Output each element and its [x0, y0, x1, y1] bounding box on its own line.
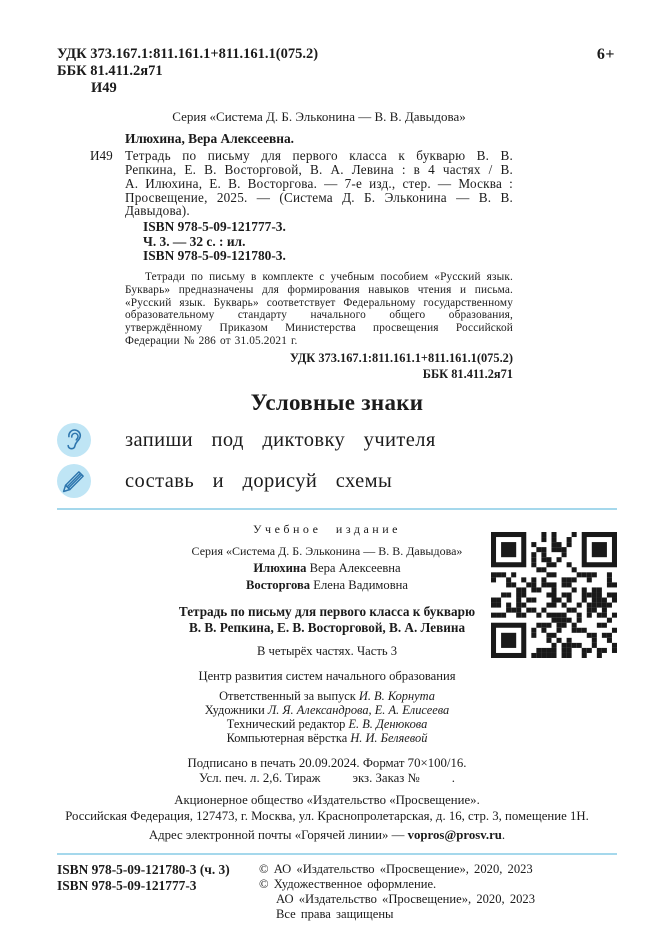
email-label: Адрес электронной почты «Горячей линии» —	[148, 827, 408, 842]
credit-line-release	[57, 690, 597, 704]
legend-text-dictation: запиши под диктовку учителя	[125, 428, 436, 451]
email-address: vopros@prosv.ru	[407, 827, 502, 842]
isbn-line-2: ISBN 978-5-09-121780-3.	[143, 247, 286, 263]
author-sign-code: И49	[91, 79, 117, 96]
footer-copyright-block	[259, 862, 617, 922]
bibliographic-description	[90, 148, 513, 219]
top-codes-block	[57, 46, 617, 96]
edition-title-line-1: Тетрадь по письму для первого класса к букварю	[178, 604, 476, 620]
legend-row-schemes	[57, 464, 617, 498]
bbk-right-line: ББК 81.411.2я71	[422, 366, 513, 381]
credit-role: Ответственный за выпуск	[219, 689, 359, 704]
pencil-icon	[57, 464, 91, 498]
udk-right-line: УДК 373.167.1:811.161.1+811.161.1(075.2)	[289, 351, 513, 366]
author-firstname: Вера Алексеевна	[309, 561, 401, 576]
section-divider-bottom	[57, 853, 617, 855]
isbn-block	[143, 220, 513, 263]
copyright-line-2: © Художественное оформление.	[259, 876, 437, 891]
copyright-line-4: Все права защищены	[276, 907, 394, 922]
credit-name: Л. Я. Александрова, Е. А. Елисеева	[267, 703, 450, 718]
publisher-block	[57, 793, 597, 843]
credit-role: Художники	[204, 703, 268, 718]
ear-icon	[57, 423, 91, 457]
author-surname: Восторгова	[246, 578, 311, 593]
credit-line-artists	[57, 704, 597, 718]
footer-isbn-part: ISBN 978-5-09-121780-3 (ч. 3)	[57, 861, 230, 877]
footer-block	[57, 862, 617, 922]
credit-name: Е. В. Денюкова	[348, 717, 428, 732]
legend-text-schemes: составь и дорисуй схемы	[125, 469, 393, 492]
development-center-line: Центр развития систем начального образования	[198, 669, 456, 684]
print-date-line: Подписано в печать 20.09.2024. Формат 70×100/16.	[187, 756, 467, 770]
credit-role: Технический редактор	[226, 717, 349, 732]
print-run-line: Усл. печ. л. 2,6. Тираж экз. Заказ № .	[199, 770, 455, 785]
footer-isbn-set: ISBN 978-5-09-121777-3	[57, 877, 197, 893]
credit-name: Н. И. Беляевой	[350, 731, 428, 746]
description-text: Тетрадь по письму для первого класса к букварю В. В. Репкина, Е. В. Восторговой, В. А. Левина : в 4 частях / В. А. Илюхина, Е. В. Восторгова. — 7-е изд., стер. — Москва : Просвещение, 2025. — (Система Д. Б. Эльконина — В. В. Давыдова).	[125, 148, 513, 219]
udk-line: УДК 373.167.1:811.161.1+811.161.1(075.2)	[57, 46, 319, 62]
hanging-author-sign: И49	[90, 148, 113, 164]
copyright-line-1: © АО «Издательство «Просвещение», 2020, 2023	[259, 861, 533, 876]
section-divider-top	[57, 508, 617, 510]
credit-line-tech-editor	[57, 718, 597, 732]
author-heading: Илюхина, Вера Алексеевна.	[125, 131, 295, 147]
author-firstname: Елена Вадимовна	[313, 578, 408, 593]
print-info-block	[57, 756, 597, 786]
edition-type-label: Учебное издание	[253, 522, 401, 537]
footer-isbn-block	[57, 862, 230, 922]
hotline-email-line	[57, 828, 597, 843]
edition-title-line-2: В. В. Репкина, Е. В. Восторговой, В. А. Левина	[188, 619, 466, 635]
author-surname: Илюхина	[253, 561, 307, 576]
age-rating-badge: 6+	[596, 46, 615, 63]
series-line: Серия «Система Д. Б. Эльконина — В. В. Давыдова»	[172, 109, 466, 125]
bibliographic-block	[90, 109, 513, 382]
credit-name: И. В. Корнута	[358, 689, 435, 704]
qr-code	[491, 532, 617, 658]
copyright-line-3: АО «Издательство «Просвещение», 2020, 2023	[276, 891, 536, 906]
edition-series-line: Серия «Система Д. Б. Эльконина — В. В. Давыдова»	[191, 544, 463, 559]
email-suffix: .	[501, 827, 506, 842]
part-line: Ч. 3. — 32 с. : ил.	[143, 233, 246, 249]
legend-row-dictation	[57, 423, 617, 457]
edition-section	[57, 522, 617, 842]
edition-parts-line: В четырёх частях. Часть 3	[256, 644, 398, 659]
publisher-address-line: Российская Федерация, 127473, г. Москва, ул. Краснопролетарская, д. 16, стр. 3, помещение 1Н.	[65, 808, 589, 823]
isbn-line-1: ISBN 978-5-09-121777-3.	[143, 219, 286, 235]
credit-role: Компьютерная вёрстка	[226, 731, 351, 746]
legend-title: Условные знаки	[250, 390, 424, 416]
codes-right-block	[125, 351, 513, 382]
credits-block	[57, 690, 597, 746]
publisher-name-line: Акционерное общество «Издательство «Просвещение».	[174, 792, 480, 807]
credit-line-layout	[57, 732, 597, 746]
bbk-line: ББК 81.411.2я71	[57, 62, 163, 79]
annotation-paragraph: Тетради по письму в комплекте с учебным пособием «Русский язык. Букварь» предназначены для формирования навыков чтения и письма. «Русский язык. Букварь» соответствует Федеральному государственному образовательному стандарту начального общего образования, утверждённому Приказом Министерства просвещения Российской Федерации № 286 от 31.05.2021 г.	[125, 271, 513, 347]
